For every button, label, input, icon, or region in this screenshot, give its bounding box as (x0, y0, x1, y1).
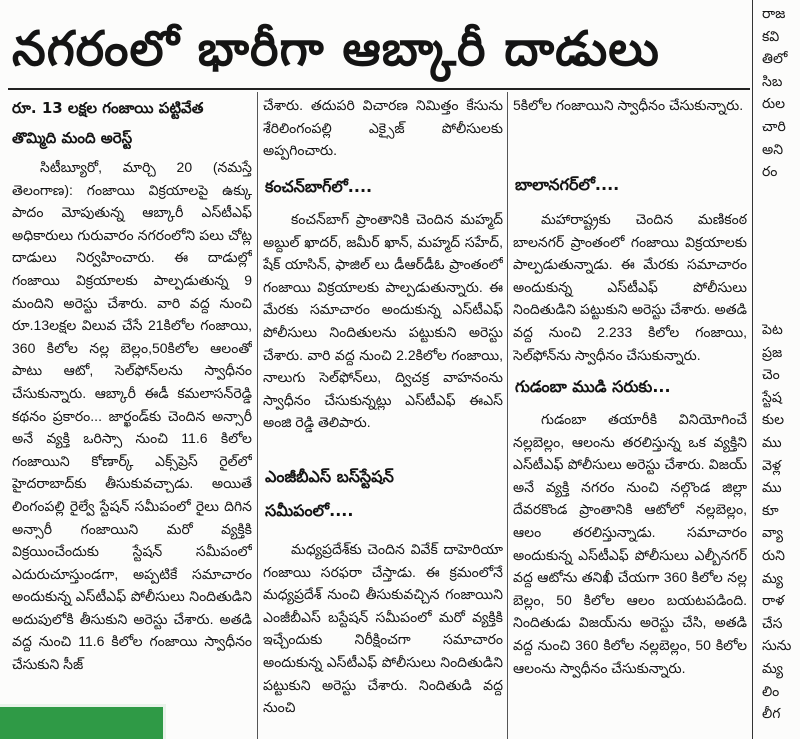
left-subhead-1: రూ. 13 లక్షల గంజాయి పట్టివేత (12, 99, 204, 117)
fragment-line: చేస (762, 614, 783, 631)
headline: నగరంలో భారీగా ఆబ్కారీ దాడులు (12, 21, 660, 77)
section-body-mgbs: మధ్యప్రదేశ్‌కు చెందిన వివేక్ దాహెరియా గంజాయి సరఫరా చేస్తాడు. ఈ క్రమంలోనే మధ్యప్రదేశ్ నుంచి తీసుకువచ్చిన గంజాయిని ఎంజీబీఎస్ బస్టేషన్ సమీపంలో మరో వ్యక్తికి ఇచ్చేందుకు నిరీక్షించగా సమాచారం అందుకున్న ఎస్‌టీఎఫ్ పోలీసులు నిందితుడిని పట్టుకుని అరెస్టు చేశారు. నిందితుడి వద్ద నుంచి (263, 541, 503, 716)
fragment-line: రాళ (762, 592, 785, 609)
fragment-line: రుని (762, 546, 785, 563)
fragment-line: చారి (762, 117, 786, 134)
fragment-line: కుల (762, 411, 785, 428)
fragment-line: వ్యా (762, 524, 784, 541)
section-heading-kanchanbagh: కంచన్‌బాగ్‌లో.... (265, 177, 373, 196)
section-body-kanchanbagh: కంచన్‌బాగ్ ప్రాంతానికి చెందిన మహ్మద్ అబ్దుల్ ఖాదర్, జమీర్ ఖాన్, మహ్మద్ సహేద్, షేక్ యాసిన్, ఫాజిల్ లు డీఆర్‌డీఓ ప్రాంతంలో గంజాయి విక్రయాలకు పాల్పడుతున్నారు. ఈ మేరకు సమాచారం అందుకున్న ఎస్‌టీఎఫ్ పోలీసులు నిందితులను పట్టుకుని అరెస్టు చేశారు. వారి వద్ద నుంచి 2.2కిలోల గంజాయి, నాలుగు సెల్‌ఫోన్‌లు, ద్విచక్ర వాహనంను స్వాధీనం చేసుకున్నట్లు ఎస్‌టీఎఫ్ ఈఎస్ అంజి రెడ్డి తెలిపారు. (263, 211, 503, 431)
headline-rule (8, 88, 750, 90)
column-divider-2 (507, 92, 508, 739)
fragment-line: ము (762, 479, 782, 496)
next-article-banner (0, 704, 166, 739)
fragment-line: మ్య (762, 569, 784, 586)
section-body-gudumba: గుడంబా తయారీకి వినియోగించే నల్లబెల్లం, ఆలంను తరలిస్తున్న ఒక వ్యక్తిని ఎస్‌టీఎఫ్ పోలీసులు అరెస్టు చేశారు. విజయ్ అనే వ్యక్తి నగరం నుంచి నల్గొండ జిల్లా దేవరకొండ ప్రాంతానికి ఆటోలో నల్లబెల్లం, ఆలం తరలిస్తున్నాడు. సమాచారం అందుకున్న ఎస్‌టీఎఫ్ పోలీసులు ఎల్బీనగర్ వద్ద ఆటోను తనిఖీ చేయగా 360 కిలోల నల్ల బెల్లం, 50 కిలోల ఆలం బయటపడింది. నిందితుడు విజయ్‌ను అరెస్టు చేసి, అతడి వద్ద నుంచి 360 కిలోల నల్లబెల్లం, 50 కిలోల ఆలంను స్వాధీనం చేసుకున్నారు. (513, 411, 747, 676)
section-heading-gudumba: గుడంబా ముడి సరుకు... (515, 377, 671, 396)
middle-body-continued: చేశారు. తదుపరి విచారణ నిమిత్తం కేసును శేరిలింగంపల్లి ఎక్సైజ్ పోలీసులకు అప్పగించారు. (263, 97, 503, 159)
fragment-line: ప్రజ (762, 343, 783, 360)
fragment-line: అని (762, 140, 784, 157)
fragment-line: స్టేష (762, 388, 782, 405)
adjacent-fragments-group-2 (762, 318, 800, 728)
left-subhead-2: తొమ్మిది మంది అరెస్ట్ (12, 129, 133, 147)
fragment-line: రాజ (762, 5, 786, 21)
fragment-line: లీగ (762, 705, 781, 722)
fragment-line: ము (762, 433, 782, 450)
fragment-line: వెళ్ల (762, 456, 781, 473)
section-heading-mgbs-line-1: ఎంజీబీఎస్ బస్‌స్టేషన్ (265, 467, 394, 486)
fragment-line: సిబ (762, 72, 783, 89)
fragment-line: చెం (762, 366, 780, 383)
adjacent-fragments-group-1 (762, 2, 800, 187)
fragment-line: సును (762, 637, 792, 654)
section-heading-mgbs-line-2: సమీపంలో.... (265, 501, 354, 520)
fragment-line: తిలో (762, 50, 788, 67)
fragment-line: మ్య (762, 659, 784, 676)
left-body: సిటీబ్యూరో, మార్చి 20 (నమస్తే తెలంగాణ): గంజాయి విక్రయాలపై ఉక్కు పాదం మోపుతున్న ఆబ్కారీ ఎస్‌టీఎఫ్ అధికారులు గురువారం నగరంలోని పలు చోట్ల దాడులు నిర్వహించారు. ఈ దాడుల్లో గంజాయి విక్రయాలకు పాల్పడుతున్న 9 మందిని అరెస్టు చేశారు. వారి వద్ద నుంచి రూ.13లక్షల విలువ చేసే 21కిలోల గంజాయి, 360 కిలోల నల్ల బెల్లం,50కిలోల ఆలంతో పాటు ఆటో, సెల్‌ఫోన్‌లను స్వాధీనం చేసుకున్నారు. ఆబ్కారీ ఈడీ కమలాసన్‌రెడ్డి కథనం ప్రకారం... జార్ఖండ్‌కు చెందిన అన్సారీ అనే వ్యక్తి ఒరిస్సా నుంచి 11.6 కిలోల గంజాయిని కోణార్క్ ఎక్స్‌ప్రెస్ రైల్‌లో హైదరాబాద్‌కు తీసుకువచ్చాడు. అయితే లింగంపల్లి రైల్వే స్టేషన్ సమీపంలో రైలు దిగిన అన్సారీ గంజాయిని మరో వ్యక్తికి విక్రయించేందుకు స్టేషన్ సమీపంలో ఎదురుచూస్తుండగా, అప్పటికే సమాచారం అందుకున్న ఎస్‌టీఎఫ్ పోలీసులు నిందితుడిని అదుపులోకి తీసుకుని అరెస్టు చేశారు. అతడి వద్ద నుంచి 11.6 కిలోల గంజాయి స్వాధీనం చేసుకుని సీజ్ (12, 159, 252, 673)
right-body-continued: 5కిలోల గంజాయిని స్వాధీనం చేసుకున్నారు. (513, 97, 744, 113)
section-body-balanagar: మహారాష్ట్రకు చెందిన మణికంఠ బాలనగర్ ప్రాంతంలో గంజాయి విక్రయాలకు పాల్పడుతున్నాడు. ఈ మేరకు సమాచారం అందుకున్న ఎస్‌టీఎఫ్ పోలీసులు నిందితుడిని పట్టుకుని అరెస్టు చేశారు. అతడి వద్ద నుంచి 2.233 కిలోల గంజాయి, సెల్‌ఫోన్‌ను స్వాధీనం చేసుకున్నారు. (513, 211, 747, 363)
page-column-divider (752, 0, 753, 739)
fragment-line: రం (762, 163, 778, 180)
column-divider-1 (257, 92, 258, 739)
fragment-line: కూ (762, 501, 779, 518)
fragment-line: పెట (762, 321, 783, 337)
fragment-line: లిం (762, 682, 780, 699)
fragment-line: రుల (762, 95, 786, 112)
fragment-line: కవి (762, 27, 780, 44)
section-heading-balanagar: బాలానగర్‌లో.... (515, 175, 620, 194)
